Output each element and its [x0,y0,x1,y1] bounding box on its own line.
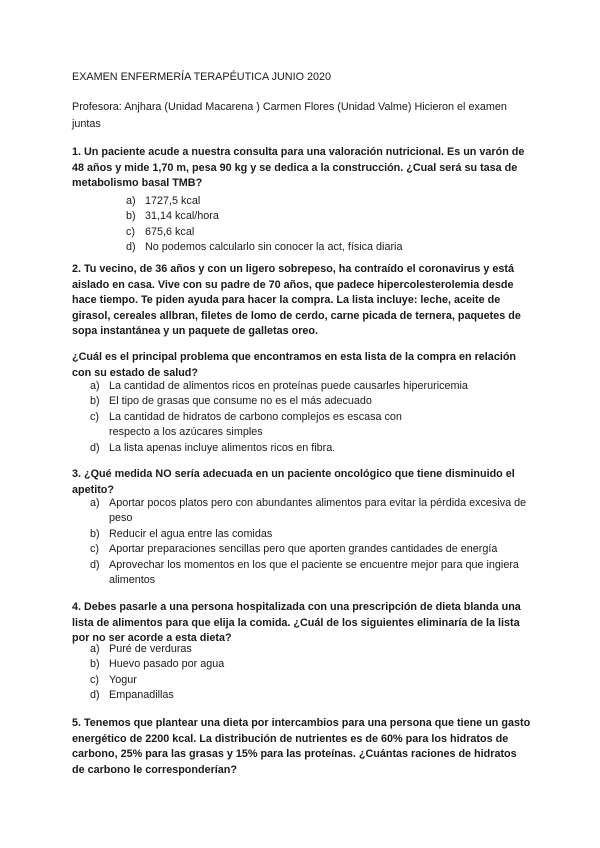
question-4: 4. Debes pasarle a una persona hospitalizada con una prescripción de dieta blanda una lista de alimentos para que elija la comida. ¿Cuál de los siguientes eliminaría de la lista por no ser acorde a esta dieta? [72,601,521,644]
option-marker: a) [90,497,100,509]
question-2-options [90,379,530,456]
option-text: Reducir el agua entre las comidas [109,527,273,540]
question-2-prompt: ¿Cuál es el principal problema que encontramos en esta lista de la compra en relación con su estado de salud? [72,351,517,379]
exam-title: EXAMEN ENFERMERÍA TERAPÉUTICA JUNIO 2020 [72,71,331,83]
option-marker: a) [90,380,100,392]
option-1d [126,240,526,255]
option-text: 675,6 kcal [145,225,195,238]
option-4a [90,642,530,657]
question-4-options [90,642,530,704]
option-text: 31,14 kcal/hora [145,210,219,223]
option-3c [90,542,530,557]
option-text: 1727,5 kcal [145,195,201,207]
option-1b [126,209,526,224]
option-2a [90,379,530,394]
question-1: 1. Un paciente acude a nuestra consulta para una valoración nutricional. Es un varón de 48 años y mide 1,70 m, pesa 90 kg y se dedica a la construcción. ¿Cual será su tasa de metabolismo basal TMB? [72,146,525,189]
option-3b [90,527,530,542]
option-marker: d) [90,558,100,571]
option-text: Aportar pocos platos pero con abundantes alimentos para evitar la pérdida excesiva de peso [109,497,527,525]
option-2c [90,410,530,441]
option-4c [90,673,530,688]
option-text: Puré de verduras [109,643,192,655]
profesora-line: Profesora: Anjhara (Unidad Macarena ) Carmen Flores (Unidad Valme) Hicieron el examen juntas [72,101,507,130]
option-1c [126,225,526,240]
option-marker: a) [90,643,100,655]
option-3a [90,496,530,527]
option-text: Yogur [109,673,137,686]
option-marker: c) [126,225,135,238]
option-text: Empanadillas [109,689,174,702]
option-marker: c) [90,543,99,556]
option-text: Aprovechar los momentos en los que el paciente se encuentre mejor para que ingiera alimentos [109,558,519,587]
option-text: Aportar preparaciones sencillas pero que aporten grandes cantidades de energía [109,543,498,556]
option-marker: b) [126,210,136,223]
option-marker: c) [90,410,99,423]
question-1-options [126,194,526,256]
question-3: 3. ¿Qué medida NO sería adecuada en un paciente oncológico que tiene disminuido el apetito? [72,468,515,496]
option-3d [90,558,530,589]
option-4b [90,657,530,672]
option-marker: b) [90,527,100,540]
question-5: 5. Tenemos que plantear una dieta por intercambios para una persona que tiene un gasto energético de 2200 kcal. La distribución de nutrientes es de 60% para los hidratos de carbono, 25% para las grasas y 15% para las proteínas. ¿Cuántas raciones de hidratos de carbono le corresponderían? [72,717,531,776]
option-2b [90,394,530,409]
option-marker: b) [90,395,100,408]
option-text: El tipo de grasas que consume no es el más adecuado [109,395,372,408]
option-text: No podemos calcularlo sin conocer la act, física diaria [145,241,403,254]
option-1a [126,194,526,209]
option-marker: d) [126,241,136,254]
option-marker: c) [90,673,99,686]
option-marker: d) [90,441,100,454]
option-marker: d) [90,689,100,702]
option-text: Huevo pasado por agua [109,658,225,671]
option-4d [90,688,530,703]
question-2: 2. Tu vecino, de 36 años y con un ligero sobrepeso, ha contraído el coronavirus y está aislado en casa. Vive con su padre de 70 años, que padece hipercolesterolemia desde hace tiempo. Te piden ayuda para hacer la compra. La lista incluye: leche, aceite de girasol, cereales allbran, filetes de lomo de cerdo, carne picada de ternera, paquetes de sopa instantánea y un paquete de galletas oreo. [72,263,521,337]
question-3-options [90,496,530,588]
option-marker: b) [90,658,100,671]
option-2d [90,441,530,456]
option-text: La cantidad de hidratos de carbono complejos es escasa con respecto a los azúcares simples [109,410,402,439]
option-text: La lista apenas incluye alimentos ricos en fibra. [109,441,336,454]
option-marker: a) [126,195,136,207]
option-text: La cantidad de alimentos ricos en proteínas puede causarles hiperuricemia [109,380,468,392]
